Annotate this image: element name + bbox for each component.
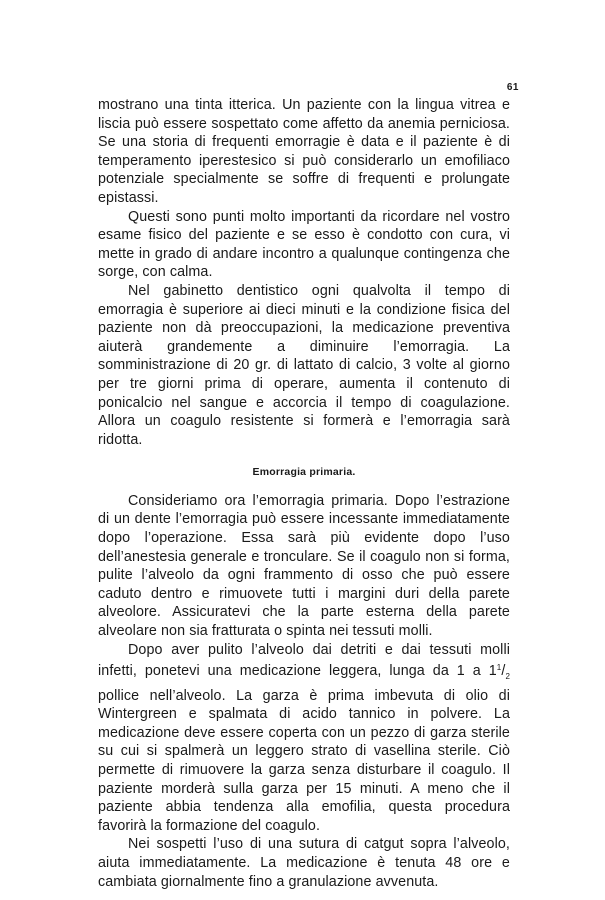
body-text [98,96,510,891]
paragraph: Nei sospetti l’uso di una sutura di catgut sopra l’alveolo, aiuta immediatamente. La medicazione è tenuta 48 ore e cambiata giornalmente fino a granulazione avvenuta. [98,836,510,890]
fraction-denominator: 2 [505,672,510,682]
section-heading: Emorragia primaria. [252,466,356,479]
paragraph: Questi sono punti molto importanti da ricordare nel vostro esame fisico del paziente e se esso è condotto con cura, vi mette in grado di andare incontro a qualunque contingenza che sorge, con calma. [98,208,510,281]
page-number: 61 [506,82,519,93]
paragraph-text-start: Dopo aver pulito l’alveolo dai detriti e dai tessuti molli infetti, ponetevi una medicazione leggera, lunga da 1 a 1 [98,641,510,680]
fraction-numerator: 1 [496,663,502,673]
paragraph: mostrano una tinta itterica. Un paziente con la lingua vitrea e liscia può essere sospettato come affetto da anemia perniciosa. Se una storia di frequenti emorragie è data e il paziente è di temperamento iperestesico si può considerarlo un emofiliaco potenziale specialmente se soffre di frequenti e prolungate epistassi. [98,97,510,206]
paragraph-text-end: pollice nell’alveolo. La garza è prima imbevuta di olio di Wintergreen e spalmata di acido tannico in polvere. La medicazione deve essere coperta con un pezzo di garza sterile su cui si spalmerà un leggero strato di vasellina sterile. Ciò permette di rimuovere la garza senza disturbare il coagulo. Il paziente morderà sulla garza per 15 minuti. A meno che il paziente abbia tendenza alla emofilia, questa procedura favorirà la formazione del coagulo. [98,687,510,834]
paragraph: Consideriamo ora l’emorragia primaria. Dopo l’estrazione di un dente l’emorragia può essere incessante immediatamente dopo l’operazione. Essa sarà più evidente dopo l’uso dell’anestesia generale e tronculare. Se il coagulo non si forma, pulite l’alveolo da ogni frammento di osso che può essere caduto dentro e rimuovete tutti i margini duri della parete alveolore. Assicuratevi che la parte esterna della parete alveolare non sia fratturata o spinta nei tessuti molli. [98,492,510,640]
paragraph: Nel gabinetto dentistico ogni qualvolta il tempo di emorragia è superiore ai dieci minuti e la condizione fisica del paziente non dà preoccupazioni, la medicazione preventiva aiuterà grandemente a diminuire l’emorragia. La somministrazione di 20 gr. di lattato di calcio, 3 volte al giorno per tre giorni prima di operare, aumenta il contenuto di ponicalcio nel sangue e accorcia il tempo di coagulazione. Allora un coagulo resistente si formerà e l’emorragia sarà ridotta. [98,282,510,448]
fraction: $^1/_2$ [496,663,510,682]
paragraph-with-fraction [98,641,510,836]
